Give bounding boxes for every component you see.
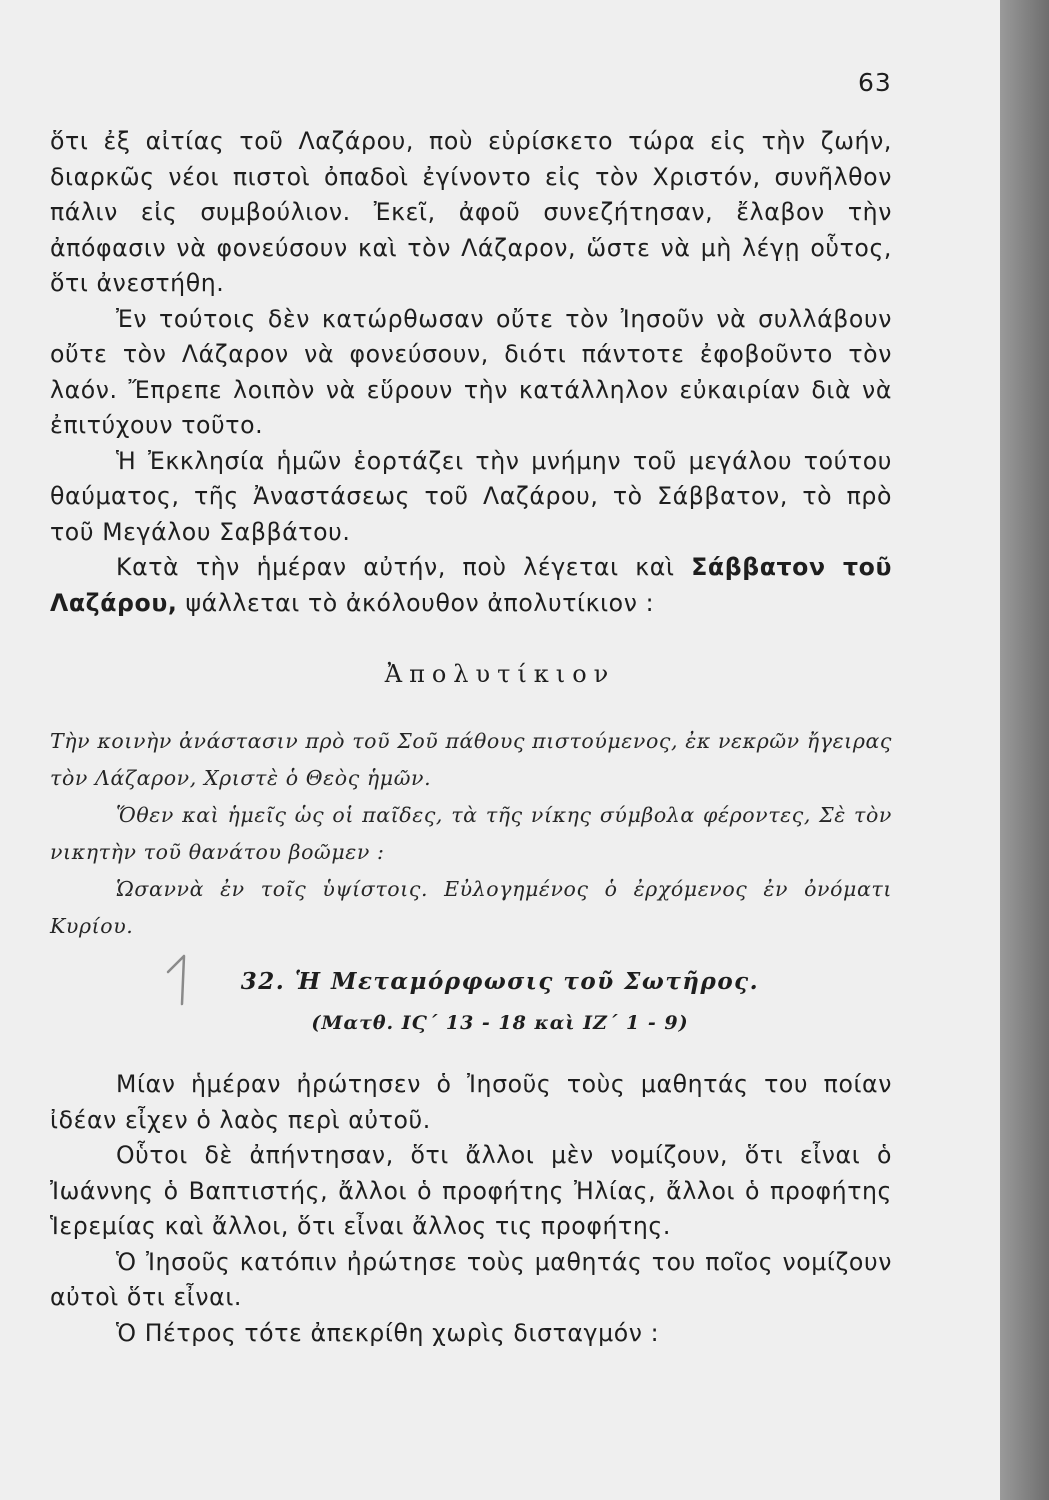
paragraph: Μίαν ἡμέραν ἠρώτησεν ὁ Ἰησοῦς τοὺς μαθητάς του ποίαν ἰδέαν εἶχεν ὁ λαὸς περὶ αὐτοῦ. (50, 1070, 892, 1134)
body-text-top (50, 124, 892, 621)
hymn-heading: Ἀπολυτίκιον (384, 660, 616, 688)
paragraph: Ἡ Ἐκκλησία ἡμῶν ἑορτάζει τὴν μνήμην τοῦ μεγάλου τούτου θαύματος, τῆς Ἀναστάσεως τοῦ Λαζάρου, τὸ Σάββατον, τὸ πρὸ τοῦ Μεγάλου Σαββάτου. (50, 446, 892, 546)
bold-term: Σάββατον τοῦ Λαζάρου, (50, 553, 893, 617)
page-edge (1000, 0, 1049, 1500)
paragraph: Ἐν τούτοις δὲν κατώρθωσαν οὔτε τὸν Ἰησοῦν νὰ συλλάβουν οὔτε τὸν Λάζαρον νὰ φονεύσουν, διότι πάντοτε ἐφοβοῦντο τὸν λαόν. Ἔπρεπε λοιπὸν νὰ εὕρουν τὴν κατάλληλον εὐκαιρίαν διὰ νὰ ἐπιτύχουν τοῦτο. (50, 304, 892, 439)
paragraph: ὅτι ἐξ αἰτίας τοῦ Λαζάρου, ποὺ εὑρίσκετο τώρα εἰς τὴν ζωήν, διαρκῶς νέοι πιστοὶ ὀπαδοὶ ἐγίνοντο εἰς τὸν Χριστόν, συνῆλθον πάλιν εἰς συμβούλιον. Ἐκεῖ, ἀφοῦ συνεζήτησαν, ἔλαβον τὴν ἀπόφασιν νὰ φονεύσουν καὶ τὸν Λάζαρον, ὥστε νὰ μὴ λέγῃ οὗτος, ὅτι ἀνεστήθη. (50, 127, 892, 297)
paragraph: Ὁ Ἰησοῦς κατόπιν ἠρώτησε τοὺς μαθητάς του ποῖος νομίζουν αὐτοὶ ὅτι εἶναι. (50, 1247, 892, 1311)
section-title: 32. Ἡ Μεταμόρφωσις τοῦ Σωτῆρος. (240, 968, 760, 995)
page-number: 63 (858, 68, 892, 97)
hymn-line: Τὴν κοινὴν ἀνάστασιν πρὸ τοῦ Σοῦ πάθους πιστούμενος, ἐκ νεκρῶν ἤγειρας τὸν Λάζαρον, Χριστὲ ὁ Θεὸς ἡμῶν. (50, 729, 892, 790)
paragraph: Ὁ Πέτρος τότε ἀπεκρίθη χωρὶς δισταγμόν : (116, 1318, 660, 1347)
paragraph-saturday (50, 550, 892, 621)
paragraph-text: Κατὰ τὴν ἡμέραν αὐτήν, ποὺ λέγεται καὶ (116, 553, 692, 581)
paragraph: Οὗτοι δὲ ἀπήντησαν, ὅτι ἄλλοι μὲν νομίζουν, ὅτι εἶναι ὁ Ἰωάννης ὁ Βαπτιστής, ἄλλοι ὁ προφήτης Ἠλίας, ἄλλοι ὁ προφήτης Ἱερεμίας καὶ ἄλλοι, ὅτι εἶναι ἄλλος τις προφήτης. (50, 1141, 892, 1240)
hymn-line: Ὅθεν καὶ ἡμεῖς ὡς οἱ παῖδες, τὰ τῆς νίκης σύμβολα φέροντες, Σὲ τὸν νικητὴν τοῦ θανάτου βοῶμεν : (50, 803, 892, 864)
hymn-text (50, 723, 892, 945)
body-text-bottom (50, 1067, 892, 1351)
paragraph-text: ψάλλεται τὸ ἀκόλουθον ἀπολυτίκιον : (177, 588, 655, 617)
hymn-line: Ὡσαννὰ ἐν τοῖς ὑψίστοις. Εὐλογημένος ὁ ἐρχόμενος ἐν ὀνόματι Κυρίου. (50, 877, 892, 938)
section-reference: (Ματθ. ΙϚ΄ 13 - 18 καὶ ΙΖ΄ 1 - 9) (311, 1012, 689, 1034)
